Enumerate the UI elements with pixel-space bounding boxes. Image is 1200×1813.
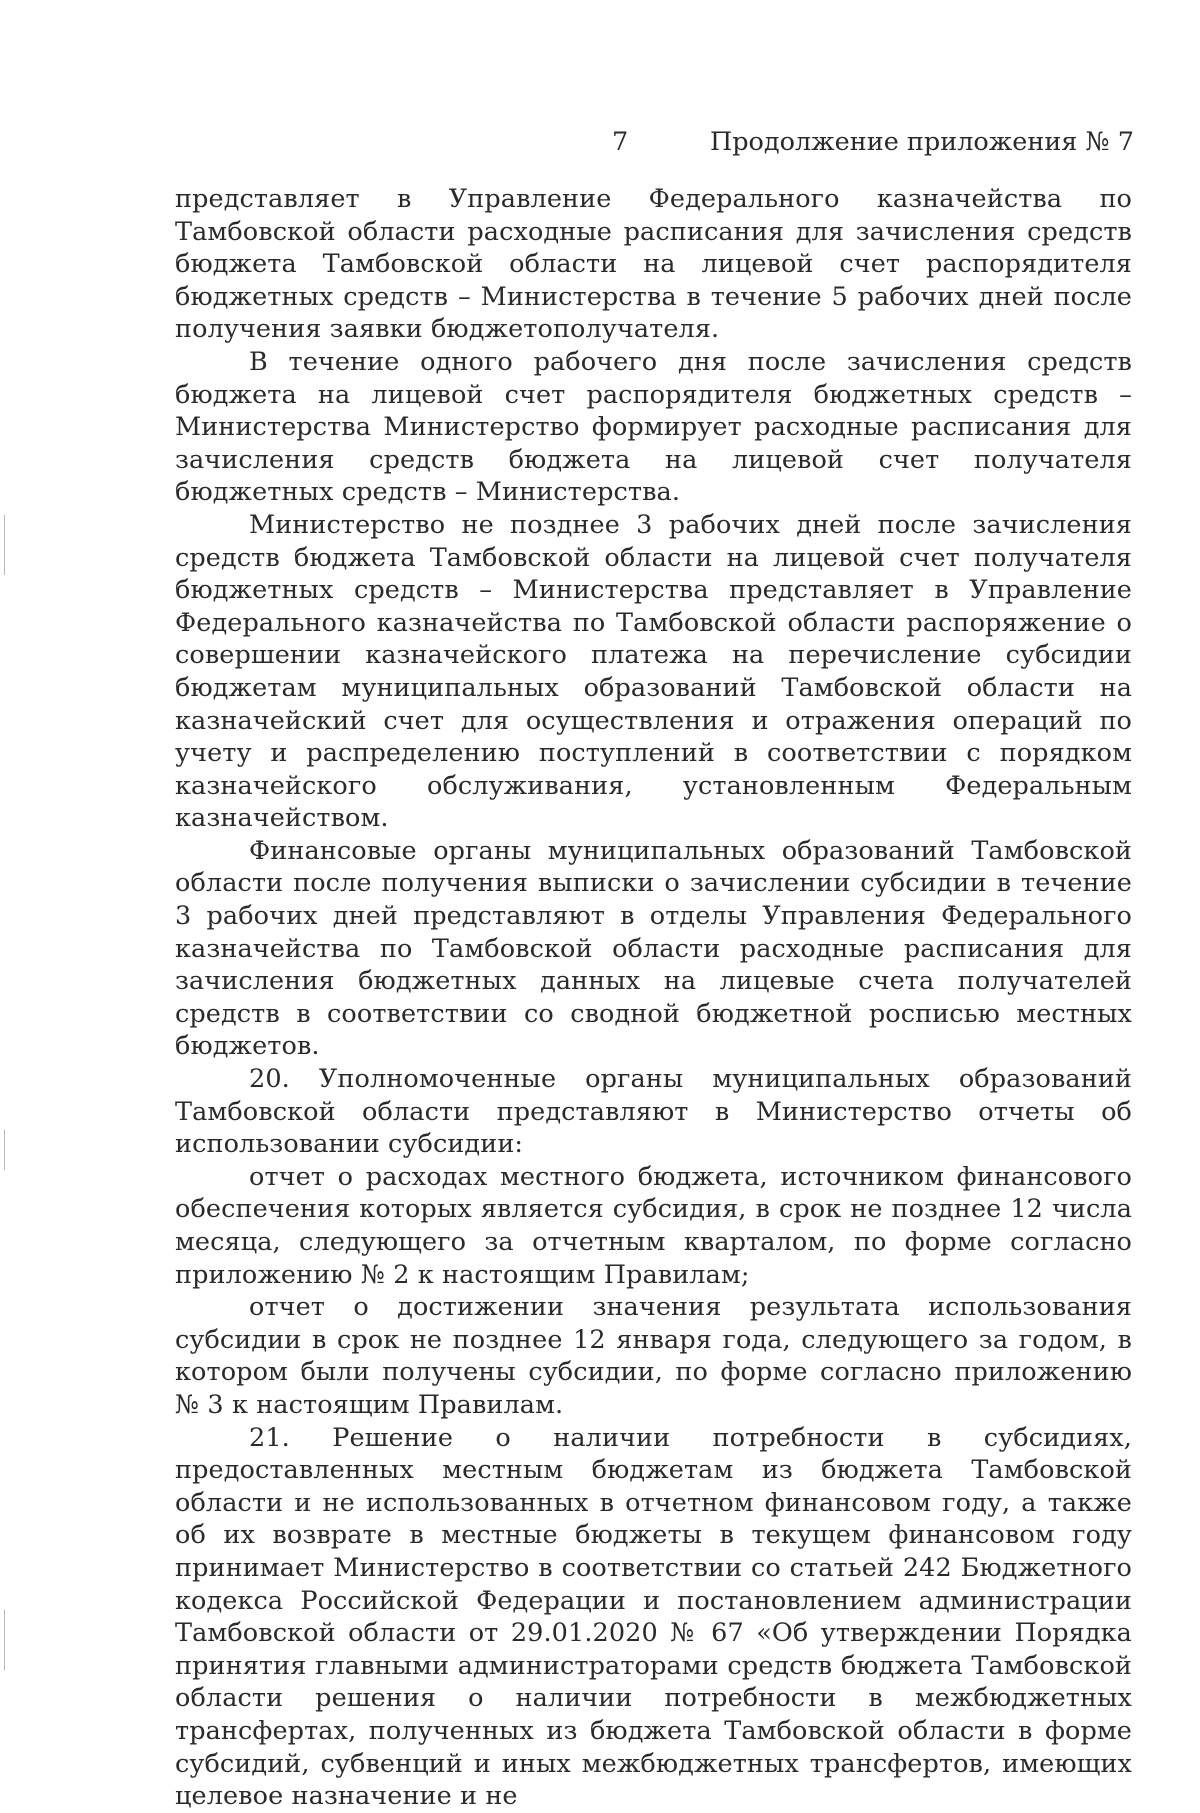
paragraph: Министерство не позднее 3 рабочих дней после зачисления средств бюджета Тамбовской области на лицевой счет получателя бюджетных средств – Министерства представляет в Управление Федерального казначейства по Тамбовской области распоряжение о совершении казначейского платежа на перечисление субсидии бюджетам муниципальных образований Тамбовской области на казначейский счет для осуществления и отражения операций по учету и распределению поступлений в соответствии с порядком казначейского обслуживания, установленным Федеральным казначейством. [175,509,1132,834]
paragraph-section-21: 21. Решение о наличии потребности в субсидиях, предоставленных местным бюджетам из бюджета Тамбовской области и не использованных в отчетном финансовом году, а также об их возврате в местные бюджеты в текущем финансовом году принимает Министерство в соответствии со статьей 242 Бюджетного кодекса Российской Федерации и постановлением администрации Тамбовской области от 29.01.2020 № 67 «Об утверждении Порядка принятия главными администраторами средств бюджета Тамбовской области решения о наличии потребности в межбюджетных трансфертах, полученных из бюджета Тамбовской области в форме субсидий, субвенций и иных межбюджетных трансфертов, имеющих целевое назначение и не [175,1422,1132,1812]
paragraph: В течение одного рабочего дня после зачисления средств бюджета на лицевой счет распорядителя бюджетных средств – Министерства Министерство формирует расходные расписания для зачисления средств бюджета на лицевой счет получателя бюджетных средств – Министерства. [175,346,1132,508]
appendix-label: Продолжение приложения № 7 [710,127,1134,157]
scan-artifact-top [4,515,5,575]
paragraph-section-20: 20. Уполномоченные органы муниципальных образований Тамбовской области представляют в Министерство отчеты об использовании субсидии: [175,1064,1132,1160]
page-header [0,124,1200,160]
paragraph: отчет о расходах местного бюджета, источником финансового обеспечения которых является субсидия, в срок не позднее 12 числа месяца, следующего за отчетным кварталом, по форме согласно приложению № 2 к настоящим Правилам; [175,1161,1132,1290]
page-number: 7 [612,127,629,157]
paragraph: Финансовые органы муниципальных образований Тамбовской области после получения выписки о зачислении субсидии в течение 3 рабочих дней представляют в отделы Управления Федерального казначейства по Тамбовской области расходные расписания для зачисления бюджетных данных на лицевые счета получателей средств в соответствии со сводной бюджетной росписью местных бюджетов. [175,835,1132,1062]
document-body [175,183,1132,1813]
paragraph: отчет о достижении значения результата использования субсидии в срок не позднее 12 января года, следующего за годом, в котором были получены субсидии, по форме согласно приложению № 3 к настоящим Правилам. [175,1292,1132,1420]
scan-artifact-mid [4,1130,5,1170]
scan-artifact-bottom [4,1610,5,1670]
paragraph: представляет в Управление Федерального казначейства по Тамбовской области расходные расписания для зачисления средств бюджета Тамбовской области на лицевой счет распорядителя бюджетных средств – Министерства в течение 5 рабочих дней после получения заявки бюджетополучателя. [175,184,1132,345]
